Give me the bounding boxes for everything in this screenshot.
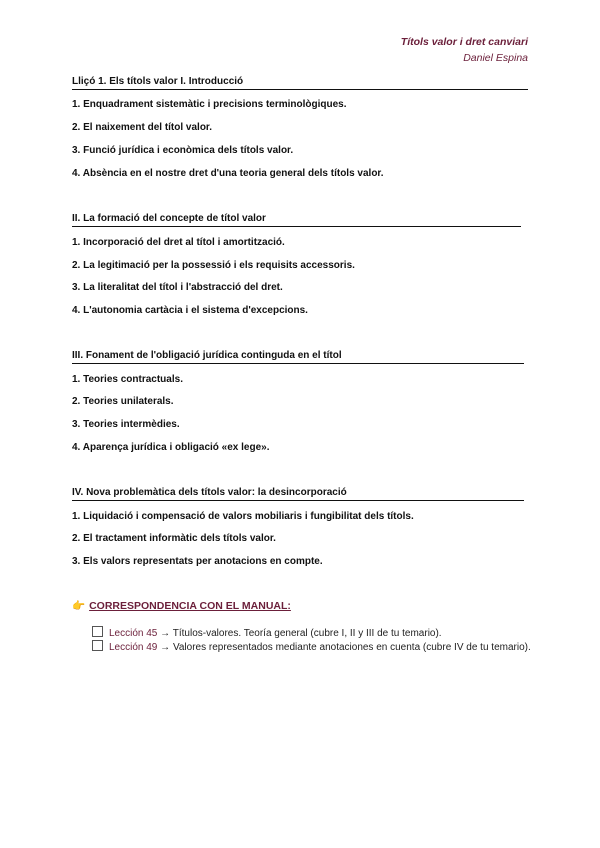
list-item: 4. Absència en el nostre dret d'una teoria general dels títols valor. <box>72 168 384 179</box>
list-item: 3. Teories intermèdies. <box>72 419 180 430</box>
correspondence-heading-text: CORRESPONDENCIA CON EL MANUAL: <box>89 600 291 612</box>
list-item: 2. La legitimació per la possessió i els requisits accessoris. <box>72 260 355 271</box>
author-name: Daniel Espina <box>463 52 528 64</box>
section-title: Lliçó 1. Els títols valor I. Introducció <box>72 75 528 90</box>
page-header <box>401 34 528 66</box>
section-1 <box>72 75 528 90</box>
list-item: 1. Incorporació del dret al títol i amortització. <box>72 237 285 248</box>
list-item: 3. Funció jurídica i econòmica dels títols valor. <box>72 145 294 156</box>
arrow-icon: → <box>160 642 171 653</box>
list-item: 4. L'autonomia cartàcia i el sistema d'excepcions. <box>72 305 308 316</box>
pointing-hand-icon: 👉 <box>72 600 86 612</box>
list-item: 2. El naixement del títol valor. <box>72 122 213 133</box>
correspondence-heading <box>72 599 291 613</box>
list-item: 3. La literalitat del títol i l'abstracció del dret. <box>72 282 283 293</box>
section-title: III. Fonament de l'obligació jurídica continguda en el títol <box>72 349 524 364</box>
list-item: 1. Liquidació i compensació de valors mobiliaris i fungibilitat dels títols. <box>72 511 414 522</box>
list-item: 1. Enquadrament sistemàtic i precisions terminològiques. <box>72 99 347 110</box>
section-3 <box>72 349 524 364</box>
reference-text: Títulos-valores. Teoría general (cubre I, II y III de tu temario). <box>172 628 442 639</box>
lesson-label: Lección 49 <box>109 642 158 653</box>
list-item: 2. El tractament informàtic dels títols valor. <box>72 533 276 544</box>
checkbox[interactable] <box>92 640 103 651</box>
section-title: II. La formació del concepte de títol valor <box>72 212 521 227</box>
list-item: 2. Teories unilaterals. <box>72 396 174 407</box>
section-title: IV. Nova problemàtica dels títols valor: la desincorporació <box>72 486 524 501</box>
section-4 <box>72 486 524 501</box>
list-item: 1. Teories contractuals. <box>72 374 183 385</box>
list-item: 3. Els valors representats per anotacions en compte. <box>72 556 323 567</box>
arrow-icon: → <box>160 628 171 639</box>
section-2 <box>72 212 521 227</box>
document-title: Títols valor i dret canviari <box>400 36 528 48</box>
reference-text: Valores representados mediante anotaciones en cuenta (cubre IV de tu temario). <box>172 642 531 653</box>
lesson-label: Lección 45 <box>109 628 158 639</box>
reference-item <box>92 626 532 640</box>
checkbox[interactable] <box>92 626 103 637</box>
list-item: 4. Aparença jurídica i obligació «ex lege». <box>72 442 270 453</box>
reference-item <box>92 640 532 654</box>
